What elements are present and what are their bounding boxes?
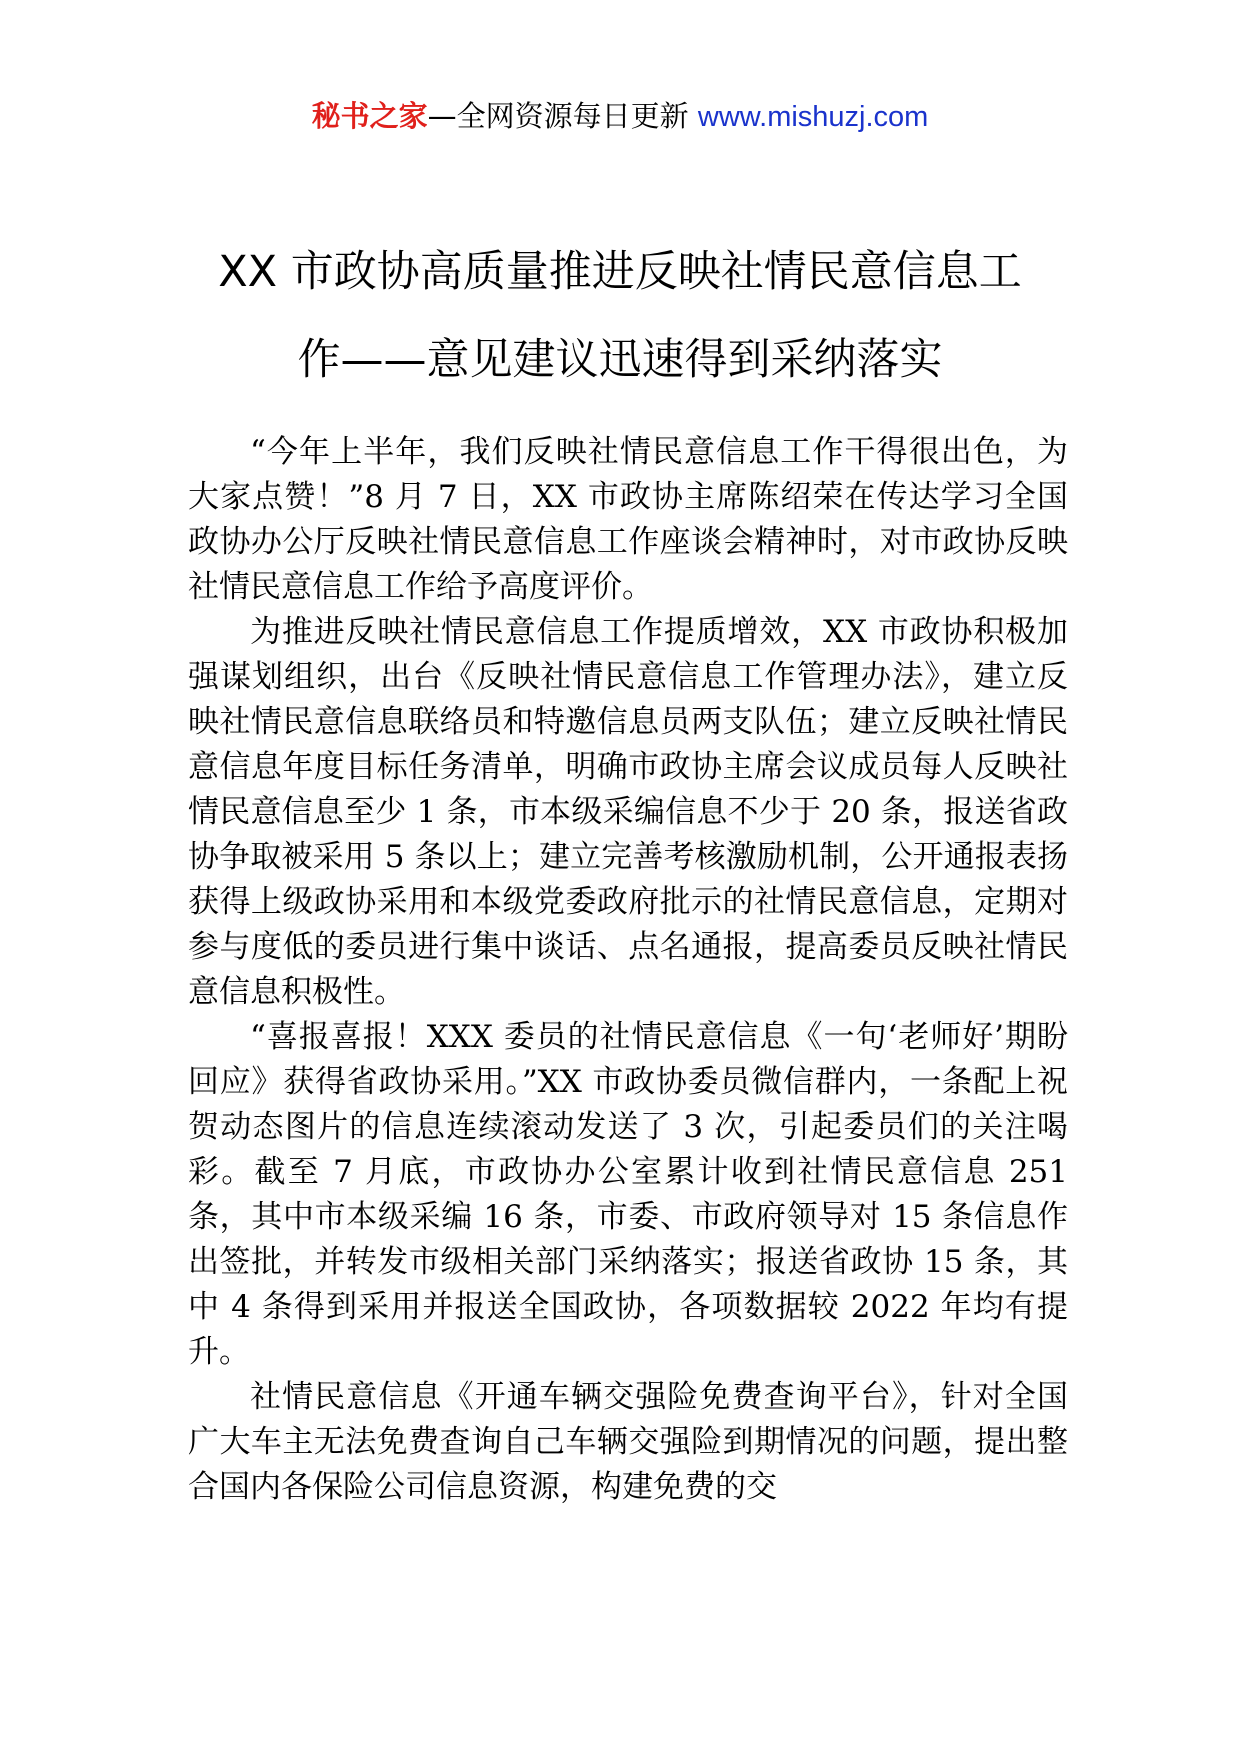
- header-slogan: —全网资源每日更新: [427, 99, 689, 133]
- paragraph-2: 为推进反映社情民意信息工作提质增效，XX 市政协积极加强谋划组织，出台《反映社情民意信息工作管理办法》，建立反映社情民意信息联络员和特邀信息员两支队伍；建立反映社情民意信息年度目标任务清单，明确市政协主席会议成员每人反映社情民意信息至少 1 条，市本级采编信息不少于 20 条，报送省政协争取被采用 5 条以上；建立完善考核激励机制，公开通报表扬获得上级政协采用和本级党委政府批示的社情民意信息，定期对参与度低的委员进行集中谈话、点名通报，提高委员反映社情民意信息积极性。: [188, 614, 1068, 1010]
- title-line-2: 作——意见建议迅速得到采纳落实: [297, 335, 943, 385]
- document-body: [188, 430, 1068, 1510]
- paragraph-1: “今年上半年，我们反映社情民意信息工作干得很出色，为大家点赞！”8 月 7 日，XX 市政协主席陈绍荣在传达学习全国政协办公厅反映社情民意信息工作座谈会精神时，对市政协反映社情民意信息工作给予高度评价。: [188, 434, 1068, 605]
- site-url-link[interactable]: www.mishuzj.com: [697, 101, 929, 133]
- site-header: [0, 96, 1240, 137]
- title-line-1: XX 市政协高质量推进反映社情民意信息工: [218, 247, 1022, 297]
- document-title: [150, 228, 1090, 404]
- brand-name: 秘书之家: [311, 99, 428, 133]
- paragraph-3: “喜报喜报！XXX 委员的社情民意信息《一句‘老师好’期盼回应》获得省政协采用。”XX 市政协委员微信群内，一条配上祝贺动态图片的信息连续滚动发送了 3 次，引起委员们的关注喝彩。截至 7 月底，市政协办公室累计收到社情民意信息 251 条，其中市本级采编 16 条，市委、市政府领导对 15 条信息作出签批，并转发市级相关部门采纳落实；报送省政协 15 条，其中 4 条得到采用并报送全国政协，各项数据较 2022 年均有提升。: [188, 1019, 1068, 1370]
- paragraph-4: 社情民意信息《开通车辆交强险免费查询平台》，针对全国广大车主无法免费查询自己车辆交强险到期情况的问题，提出整合国内各保险公司信息资源，构建免费的交: [188, 1379, 1068, 1505]
